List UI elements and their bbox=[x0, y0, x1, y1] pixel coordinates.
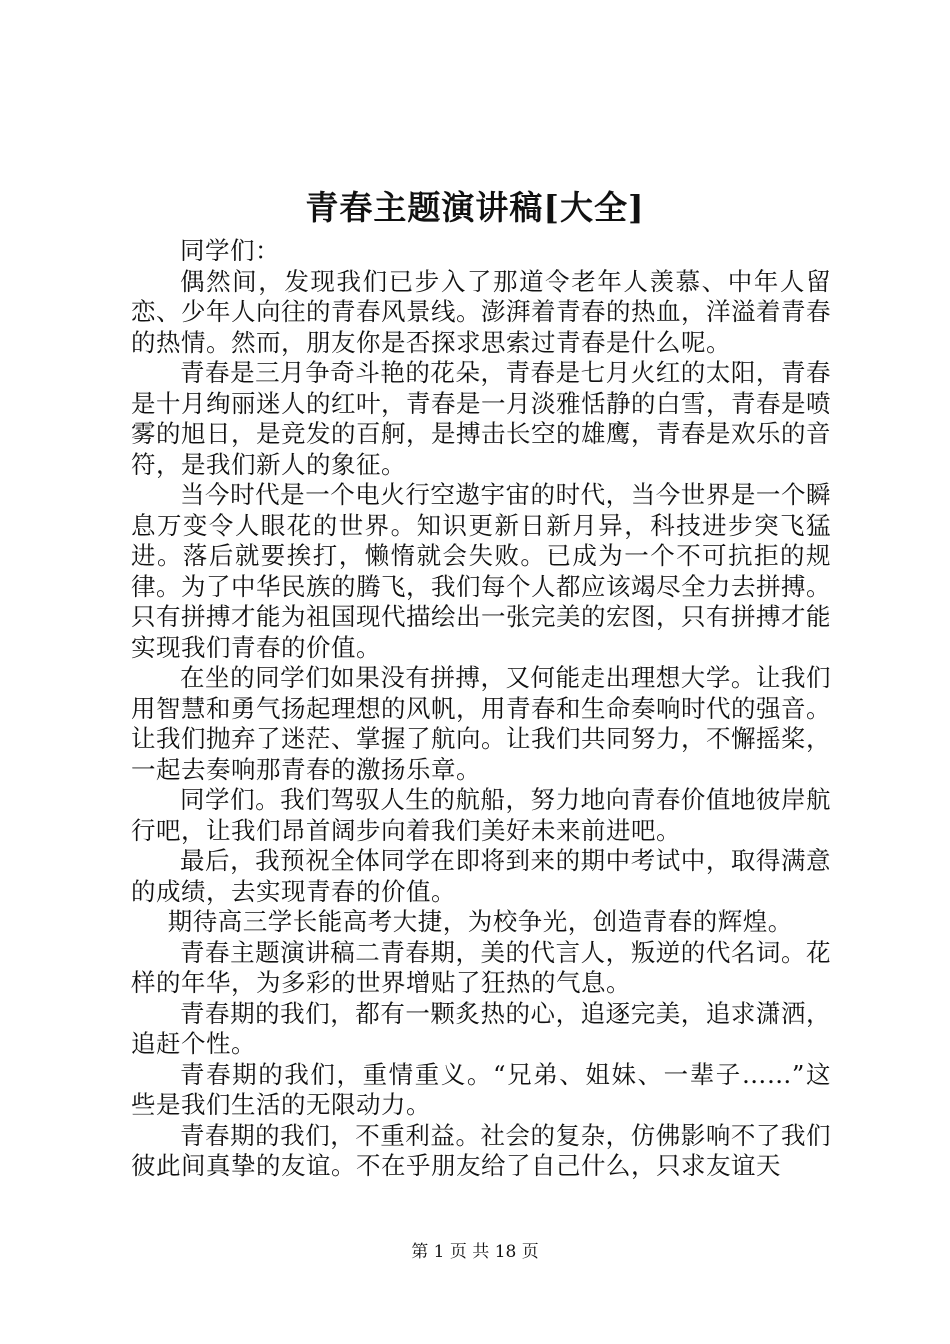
body-paragraph: 偶然间，发现我们已步入了那道令老年人羡慕、中年人留恋、少年人向往的青春风景线。澎湃着青春的热血，洋溢着青春的热情。然而，朋友你是否探求思索过青春是什么呢。 bbox=[131, 266, 831, 357]
document-title: 青春主题演讲稿[大全] bbox=[305, 188, 645, 227]
body-paragraph: 青春期的我们，都有一颗炙热的心，追逐完美，追求潇洒，追赶个性。 bbox=[131, 998, 831, 1058]
body-paragraph: 同学们。我们驾驭人生的航船，努力地向青春价值地彼岸航行吧，让我们昂首阔步向着我们美好未来前进吧。 bbox=[131, 785, 831, 845]
body-paragraph: 最后，我预祝全体同学在即将到来的期中考试中，取得满意的成绩，去实现青春的价值。 bbox=[131, 846, 831, 906]
page-footer: 第 1 页 共 18 页 bbox=[411, 1242, 539, 1262]
body-paragraph: 当今时代是一个电火行空遨宇宙的时代，当今世界是一个瞬息万变令人眼花的世界。知识更新日新月异，科技进步突飞猛进。落后就要挨打，懒惰就会失败。已成为一个不可抗拒的规律。为了中华民族的腾飞，我们每个人都应该竭尽全力去拼搏。只有拼搏才能为祖国现代描绘出一张完美的宏图，只有拼搏才能实现我们青春的价值。 bbox=[131, 480, 831, 662]
body-paragraph: 青春主题演讲稿二青春期，美的代言人，叛逆的代名词。花样的年华，为多彩的世界增贴了狂热的气息。 bbox=[131, 937, 831, 997]
body-paragraph: 青春期的我们，重情重义。“兄弟、姐妹、一辈子……”这些是我们生活的无限动力。 bbox=[131, 1059, 831, 1119]
body-paragraph: 期待高三学长能高考大捷，为校争光，创造青春的辉煌。 bbox=[167, 907, 793, 936]
body-paragraph: 青春期的我们，不重利益。社会的复杂，仿佛影响不了我们彼此间真挚的友谊。不在乎朋友给了自己什么，只求友谊天 bbox=[131, 1120, 831, 1180]
greeting-paragraph: 同学们： bbox=[180, 236, 280, 265]
document-body bbox=[131, 236, 831, 1182]
body-paragraph: 青春是三月争奇斗艳的花朵，青春是七月火红的太阳，青春是十月绚丽迷人的红叶，青春是一月淡雅恬静的白雪，青春是喷雾的旭日，是竞发的百舸，是搏击长空的雄鹰，青春是欢乐的音符，是我们新人的象征。 bbox=[131, 358, 831, 479]
body-paragraph: 在坐的同学们如果没有拼搏，又何能走出理想大学。让我们用智慧和勇气扬起理想的风帆，用青春和生命奏响时代的强音。让我们抛弃了迷茫、掌握了航向。让我们共同努力，不懈摇桨，一起去奏响那青春的激扬乐章。 bbox=[131, 663, 831, 784]
